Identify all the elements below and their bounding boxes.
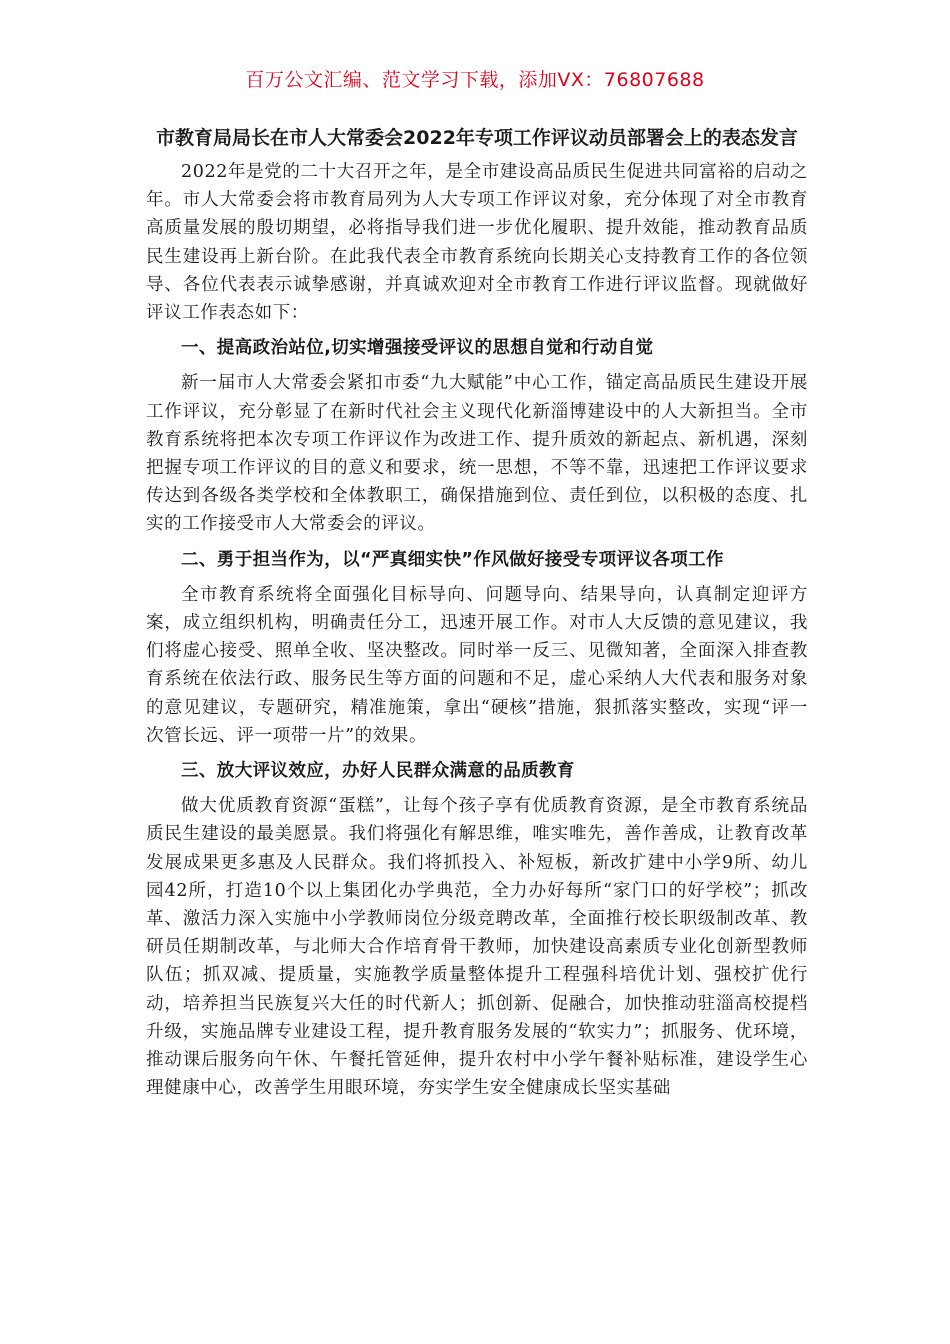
watermark-banner: 百万公文汇编、范文学习下载，添加VX：76807688 (245, 69, 705, 91)
section-heading-3: 三、放大评议效应，办好人民群众满意的品质教育 (181, 761, 575, 782)
section-heading-2: 二、勇于担当作为，以“严真细实快”作风做好接受专项评议各项工作 (181, 549, 724, 570)
section-paragraph-2: 全市教育系统将全面强化目标导向、问题导向、结果导向，认真制定迎评方案，成立组织机构，明确责任分工，迅速开展工作。对市人大反馈的意见建议，我们将虚心接受、照单全收、坚决整改。同时举一反三、见微知著，全面深入排查教育系统在依法行政、服务民生等方面的问题和不足，虚心采纳人大代表和服务对象的意见建议，专题研究，精准施策，拿出“硬核”措施，狠抓落实整改，实现“评一次管长远、评一项带一片”的效果。 (146, 584, 808, 746)
document-title: 市教育局局长在市人大常委会2022年专项工作评议动员部署会上的表态发言 (156, 127, 798, 149)
title-block (146, 124, 808, 152)
intro-paragraph: 2022年是党的二十大召开之年，是全市建设高品质民生促进共同富裕的启动之年。市人大常委会将市教育局列为人大专项工作评议对象，充分体现了对全市教育高质量发展的殷切期望，必将指导我们进一步优化履职、提升效能，推动教育品质民生建设再上新台阶。在此我代表全市教育系统向长期关心支持教育工作的各位领导、各位代表表示诚挚感谢，并真诚欢迎对全市教育工作进行评议监督。现就做好评议工作表态如下： (146, 162, 808, 324)
section-heading-1: 一、提高政治站位,切实增强接受评议的思想自觉和行动自觉 (181, 338, 654, 359)
section-paragraph-3: 做大优质教育资源“蛋糕”，让每个孩子享有优质教育资源，是全市教育系统品质民生建设的最美愿景。我们将强化有解思维，唯实唯先，善作善成，让教育改革发展成果更多惠及人民群众。我们将抓投入、补短板，新改扩建中小学9所、幼儿园42所，打造10个以上集团化办学典范，全力办好每所“家门口的好学校”；抓改革、激活力深入实施中小学教师岗位分级竞聘改革，全面推行校长职级制改革、教研员任期制改革，与北师大合作培育骨干教师，加快建设高素质专业化创新型教师队伍；抓双减、提质量，实施教学质量整体提升工程强科培优计划、强校扩优行动，培养担当民族复兴大任的时代新人；抓创新、促融合，加快推动驻淄高校提档升级，实施品牌专业建设工程，提升教育服务发展的“软实力”；抓服务、优环境，推动课后服务向午休、午餐托管延伸，提升农村中小学午餐补贴标准，建设学生心理健康中心，改善学生用眼环境，夯实学生安全健康成长坚实基础 (146, 796, 808, 1099)
document-body (146, 124, 808, 1103)
section-paragraph-1: 新一届市人大常委会紧扣市委“九大赋能”中心工作，锚定高品质民生建设开展工作评议，充分彰显了在新时代社会主义现代化新淄博建设中的人大新担当。全市教育系统将把本次专项工作评议作为改进工作、提升质效的新起点、新机遇，深刻把握专项工作评议的目的意义和要求，统一思想，不等不靠，迅速把工作评议要求传达到各级各类学校和全体教职工，确保措施到位、责任到位，以积极的态度、扎实的工作接受市人大常委会的评议。 (146, 373, 808, 535)
